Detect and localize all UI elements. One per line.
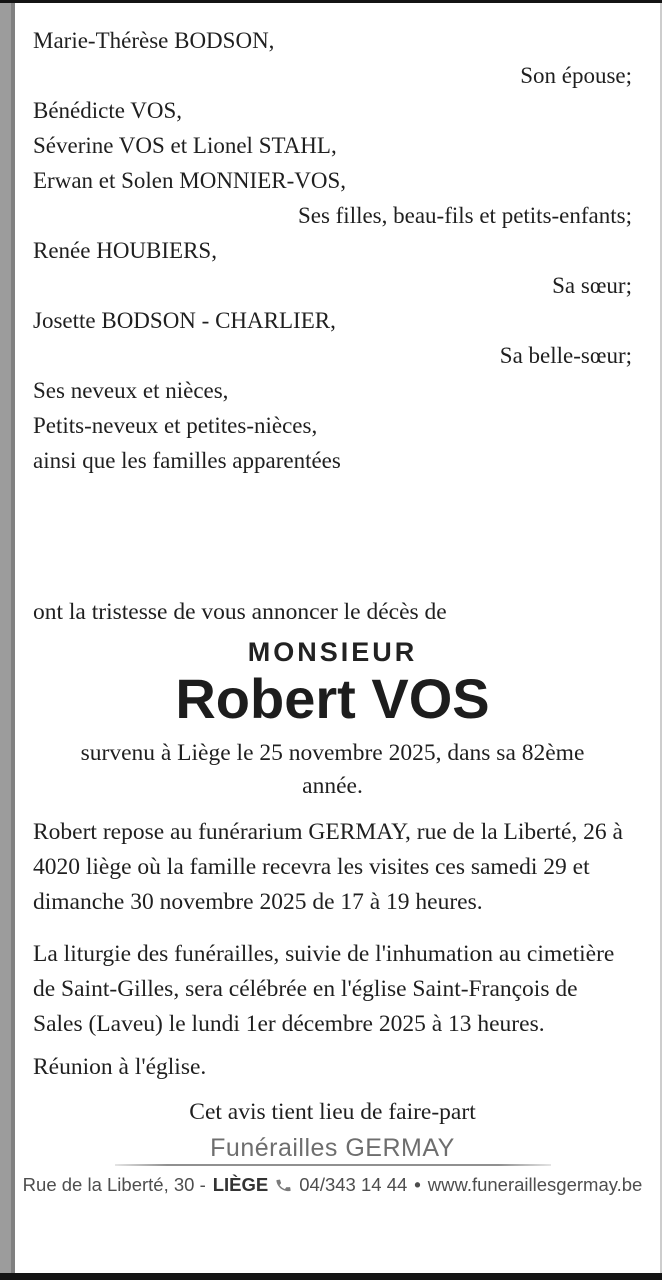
family-line: Marie-Thérèse BODSON, [33, 28, 275, 53]
family-line: Josette BODSON - CHARLIER, [33, 308, 336, 333]
funeral-home-footer [22, 1173, 643, 1197]
family-line: Séverine VOS et Lionel STAHL, [33, 133, 337, 158]
family-relation: Sa belle-sœur; [499, 343, 632, 368]
left-gray-strip [0, 0, 15, 1280]
family-line: Ses neveux et nièces, [33, 378, 229, 403]
family-line: Bénédicte VOS, [33, 98, 183, 123]
family-relation: Ses filles, beau-fils et petits-enfants; [297, 203, 632, 228]
funeral-home-phone[interactable]: 04/343 14 44 [299, 1174, 408, 1195]
death-details: survenu à Liège le 25 novembre 2025, dans sa 82ème année. [80, 740, 585, 799]
notice-content [15, 3, 660, 1273]
meeting-note: Réunion à l'église. [33, 1054, 207, 1080]
bottom-border-bar [0, 1273, 662, 1280]
funeral-home-name: Funérailles GERMAY [210, 1134, 455, 1162]
top-border-bar [0, 0, 662, 3]
funeral-home-divider [115, 1164, 551, 1166]
funeral-home-website[interactable]: www.funeraillesgermay.be [427, 1174, 643, 1195]
funeral-home-city: LIÈGE [212, 1174, 269, 1195]
family-relation: Son épouse; [520, 63, 632, 88]
family-relation: Sa sœur; [552, 273, 632, 298]
family-list [33, 23, 632, 478]
separator-dot: • [414, 1174, 421, 1195]
family-line: Petits-neveux et petites-nièces, [33, 413, 318, 438]
closing-note: Cet avis tient lieu de faire-part [189, 1099, 476, 1125]
announcement-intro: ont la tristesse de vous annoncer le décès de [33, 599, 447, 625]
phone-icon [275, 1177, 292, 1194]
family-line: Renée HOUBIERS, [33, 238, 217, 263]
funeral-home-address: Rue de la Liberté, 30 - [22, 1174, 206, 1195]
civility-title: MONSIEUR [247, 637, 418, 667]
funeral-liturgy-paragraph: La liturgie des funérailles, suivie de l'inhumation au cimetière de Saint-Gilles, sera célébrée en l'église Saint-François de Sales (Laveu) le lundi 1er décembre 2025 à 13 heures. [33, 941, 615, 1037]
family-line: ainsi que les familles apparentées [33, 448, 341, 473]
deceased-name: Robert VOS [175, 667, 490, 730]
visitation-paragraph: Robert repose au funérarium GERMAY, rue de la Liberté, 26 à 4020 liège où la famille recevra les visites ces samedi 29 et dimanche 30 novembre 2025 de 17 à 19 heures. [33, 819, 623, 915]
family-line: Erwan et Solen MONNIER-VOS, [33, 168, 347, 193]
